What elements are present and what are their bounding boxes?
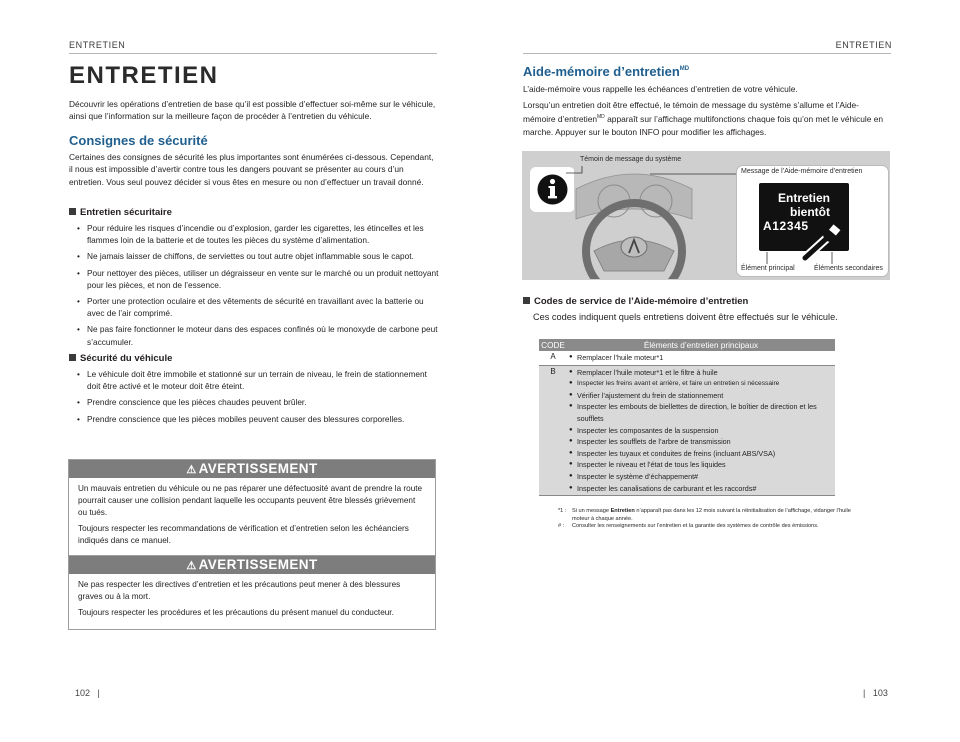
- page-number-right: | 103: [863, 688, 888, 698]
- table-row: [539, 351, 835, 365]
- footnote: *1 : Si un message Entretien n’apparaît pas dans les 12 mois suivant la réinitialisation de l’affichage, vidanger l’huile moteur à chaque année.: [558, 508, 851, 522]
- warning-header: ⚠ AVERTISSEMENT: [69, 460, 435, 478]
- list-item: • Ne pas faire fonctionner le moteur dans des espaces confinés où le monoxyde de carbone peut s’accumuler.: [75, 323, 439, 347]
- vehicle-safety-list: [75, 368, 439, 429]
- items-cell: [567, 365, 835, 496]
- pointer-lines: [737, 166, 890, 278]
- warning-body: [69, 574, 435, 629]
- warning-triangle-icon: ⚠: [186, 560, 197, 572]
- list-item: • Le véhicule doit être immobile et stationné sur un terrain de niveau, le frein de stationnement doit être activé et le moteur doit être éteint.: [75, 368, 439, 392]
- safe-maintenance-list: [75, 222, 439, 352]
- service-codes-heading: Codes de service de l’Aide-mémoire d’entretien: [523, 296, 748, 307]
- warning-text: Toujours respecter les recommandations de vérification et d’entretien selon les échéanciers indiqués dans ce manuel.: [78, 524, 409, 545]
- safe-maintenance-heading: Entretien sécuritaire: [69, 207, 172, 218]
- page-title: ENTRETIEN: [69, 62, 219, 89]
- list-item: ● Vérifier l’ajustement du frein de stationnement: [567, 390, 835, 402]
- code-cell: A: [539, 351, 567, 365]
- page-number-left: 102 |: [75, 688, 100, 698]
- header-rule-left: [69, 53, 437, 54]
- list-item: ● Remplacer l’huile moteur*1: [567, 352, 835, 364]
- reminder-intro: L’aide-mémoire vous rappelle les échéances d’entretien de votre véhicule.: [523, 84, 798, 94]
- list-item: • Ne jamais laisser de chiffons, de serviettes ou tout autre objet inflammable sous le capot.: [75, 250, 439, 262]
- reminder-title: Aide-mémoire d’entretien$^{MD}$: [523, 64, 690, 79]
- list-item: ● Inspecter le système d’échappement#: [567, 471, 835, 483]
- square-bullet-icon: [69, 354, 76, 361]
- column-header-code: CODE: [539, 339, 567, 351]
- multi-info-display: Entretien bientôt A12345: [759, 183, 849, 251]
- safety-intro: Certaines des consignes de sécurité les plus importantes sont énumérées ci-dessous. Cependant, il nous est impossible d’avertir contre tous les dangers pouvant se présenter au cours d’un entretien. Vous seul pouvez décider si vous êtes en mesure ou non d’effectuer un travail donné.: [69, 152, 434, 187]
- sub-items-label: Éléments secondaires: [814, 265, 883, 272]
- right-page: [480, 0, 960, 742]
- main-item-label: Élément principal: [741, 265, 795, 272]
- list-item: ● Inspecter les canalisations de carburant et les raccords#: [567, 483, 835, 495]
- warning-body: [69, 478, 435, 557]
- running-header-right: ENTRETIEN: [835, 40, 892, 50]
- warning-text: Toujours respecter les procédures et les précautions du présent manuel du conducteur.: [78, 608, 394, 617]
- warning-header: ⚠ AVERTISSEMENT: [69, 556, 435, 574]
- table-row: [539, 365, 835, 496]
- service-codes-table: [539, 339, 835, 496]
- list-item: ● Inspecter les embouts de biellettes de direction, le boîtier de direction et les soufflets: [567, 401, 835, 424]
- list-item: ● Inspecter les soufflets de l’arbre de transmission: [567, 436, 835, 448]
- list-item: ● Remplacer l’huile moteur*1 et le filtre à huile: [567, 367, 835, 379]
- list-item: • Pour réduire les risques d’incendie ou d’explosion, garder les cigarettes, les étincelles et les flammes loin de la batterie et de toutes les pièces du système d’alimentation.: [75, 222, 439, 246]
- display-callout-label: Message de l’Aide-mémoire d’entretien: [741, 168, 863, 175]
- list-item: ● Inspecter le niveau et l’état de tous les liquides: [567, 459, 835, 471]
- vehicle-safety-heading: Sécurité du véhicule: [69, 353, 172, 364]
- list-item: ● Inspecter les freins avant et arrière, et faire un entretien si nécessaire: [567, 378, 835, 390]
- list-item: • Prendre conscience que les pièces mobiles peuvent causer des blessures corporelles.: [75, 413, 439, 425]
- list-item: ● Inspecter les tuyaux et conduites de freins (incluant ABS/VSA): [567, 448, 835, 460]
- indicator-callout-label: Témoin de message du système: [580, 156, 682, 163]
- list-item: • Porter une protection oculaire et des vêtements de sécurité en travaillant avec la batterie ou avec de l’air comprimé.: [75, 295, 439, 319]
- dashboard-figure: [522, 151, 890, 280]
- square-bullet-icon: [69, 208, 76, 215]
- warning-box-1: [68, 459, 436, 558]
- warning-triangle-icon: ⚠: [186, 464, 197, 476]
- reminder-description: Lorsqu’un entretien doit être effectué, le témoin de message du système s’allume et l’Aide-mémoire d’entretien$^{MD}$ apparaît sur l’affichage multifonctions chaque fois qu’on met le véhicule en marche. Appuyer sur le bouton INFO pour modifier les affichages.: [523, 100, 884, 137]
- list-item: ● Inspecter les composantes de la suspension: [567, 425, 835, 437]
- service-codes-description: Ces codes indiquent quels entretiens doivent être effectués sur le véhicule.: [533, 312, 838, 322]
- display-callout-box: [736, 165, 889, 277]
- list-item: • Pour nettoyer des pièces, utiliser un dégraisseur en vente sur le marché ou un produit nettoyant pour les pièces, et non de l’essence.: [75, 267, 439, 291]
- intro-paragraph: Découvrir les opérations d’entretien de base qu’il est possible d’effectuer soi-même sur le véhicule, ainsi que l’information sur la meilleure façon de procéder à l’entretien du véhicule.: [69, 99, 436, 122]
- warning-text: Ne pas respecter les directives d’entretien et les précautions peut mener à des blessures graves ou à la mort.: [78, 580, 401, 601]
- warning-box-2: [68, 555, 436, 630]
- items-cell: [567, 351, 835, 365]
- footnote: # : Consulter les renseignements sur l’entretien et la garantie des systèmes de contrôle des émissions.: [558, 523, 819, 530]
- running-header-left: ENTRETIEN: [69, 40, 126, 50]
- column-header-items: Éléments d’entretien principaux: [567, 339, 835, 351]
- list-item: • Prendre conscience que les pièces chaudes peuvent brûler.: [75, 396, 439, 408]
- square-bullet-icon: [523, 297, 530, 304]
- safety-heading: Consignes de sécurité: [69, 133, 208, 148]
- code-cell: B: [539, 365, 567, 496]
- header-rule-right: [523, 53, 891, 54]
- warning-text: Un mauvais entretien du véhicule ou ne pas réparer une défectuosité avant de prendre la route pourrait causer une collision pendant laquelle les occupants peuvent être blessés grièvement ou tués.: [78, 484, 423, 517]
- table-footnotes: [558, 508, 858, 531]
